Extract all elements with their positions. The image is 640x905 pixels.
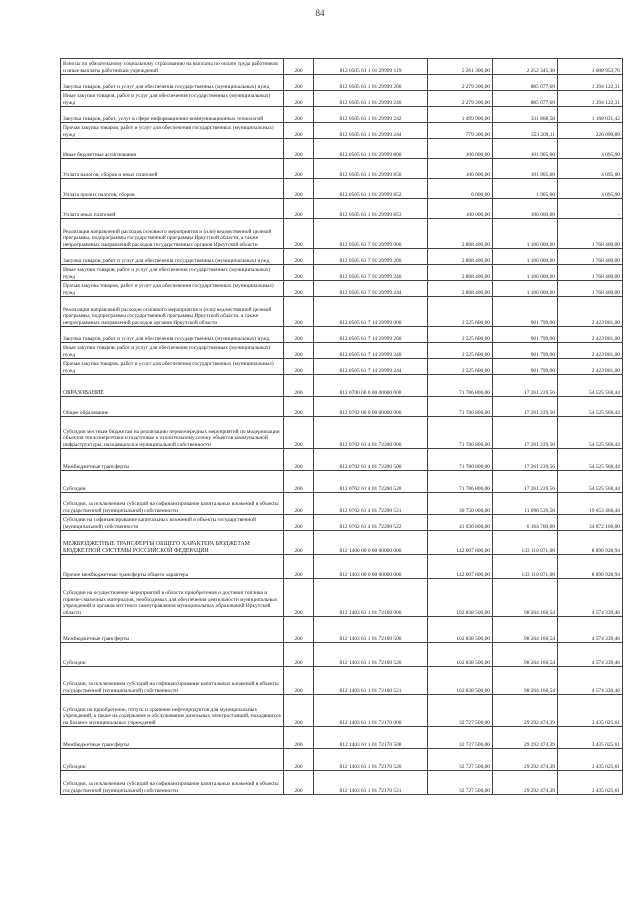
row-budget-code-cell: 812 0505 61 7 14 29999 244: [314, 359, 428, 375]
row-approved-cell: 2 868 400,00: [428, 249, 493, 265]
row-name-cell: Субсидии: [61, 471, 284, 493]
row-code-cell: 200: [284, 471, 314, 493]
row-executed-cell: 2 252 345,30: [493, 59, 558, 75]
row-budget-code-cell: 812 0702 61 4 01 72200 500: [314, 449, 428, 471]
table-row: [61, 643, 623, 667]
row-executed-cell: 133 110 871,06: [493, 531, 558, 555]
row-name-cell: МЕЖБЮДЖЕТНЫЕ ТРАНСФЕРТЫ ОБЩЕГО ХАРАКТЕРА БЮДЖЕТАМ БЮДЖЕТНОЙ СИСТЕМЫ РОССИЙСКОЙ ФЕДЕРАЦИИ: [61, 531, 284, 555]
row-budget-code-cell: 812 0505 61 7 01 29999 200: [314, 249, 428, 265]
row-executed-cell: 17 261 239,56: [493, 397, 558, 417]
table-row: [61, 579, 623, 617]
table-row: [61, 417, 623, 449]
row-approved-cell: 41 036 800,00: [428, 515, 493, 531]
row-code-cell: 200: [284, 531, 314, 555]
row-code-cell: 200: [284, 179, 314, 199]
row-code-cell: 200: [284, 515, 314, 531]
row-approved-cell: 106 000,00: [428, 159, 493, 179]
row-approved-cell: 32 727 500,00: [428, 727, 493, 749]
row-code-cell: 200: [284, 727, 314, 749]
row-budget-code-cell: 812 0702 61 4 01 72200 522: [314, 515, 428, 531]
row-budget-code-cell: 812 0505 61 7 14 29999 000: [314, 297, 428, 327]
row-executed-cell: 1 100 000,00: [493, 219, 558, 249]
row-executed-cell: 98 264 160,54: [493, 643, 558, 667]
row-code-cell: 200: [284, 59, 314, 75]
row-code-cell: 200: [284, 643, 314, 667]
row-unexecuted-cell: 3 435 025,61: [558, 727, 623, 749]
row-executed-cell: 901 799,00: [493, 359, 558, 375]
row-unexecuted-cell: 4 574 339,46: [558, 667, 623, 695]
row-approved-cell: 102 838 500,00: [428, 667, 493, 695]
row-budget-code-cell: 812 0505 61 1 01 29999 850: [314, 159, 428, 179]
row-approved-cell: 32 727 500,00: [428, 771, 493, 795]
row-code-cell: 200: [284, 579, 314, 617]
row-executed-cell: 17 261 239,56: [493, 375, 558, 397]
row-budget-code-cell: 812 0700 00 0 00 00000 000: [314, 375, 428, 397]
row-code-cell: 200: [284, 359, 314, 375]
row-code-cell: 200: [284, 327, 314, 343]
row-approved-cell: 71 786 800,00: [428, 375, 493, 397]
table-row: [61, 695, 623, 727]
row-approved-cell: 71 786 800,00: [428, 397, 493, 417]
row-name-cell: Прочие межбюджетные трансферты общего характера: [61, 555, 284, 579]
row-executed-cell: 11 096 539,56: [493, 493, 558, 515]
row-unexecuted-cell: 1 168 031,42: [558, 107, 623, 123]
row-unexecuted-cell: 8 896 928,94: [558, 531, 623, 555]
row-name-cell: Закупка товаров, работ и услуг для обеспечения государственных (муниципальных) нужд: [61, 75, 284, 91]
row-budget-code-cell: 812 0702 61 4 01 72200 521: [314, 493, 428, 515]
row-budget-code-cell: 812 1403 00 0 00 00000 000: [314, 555, 428, 579]
row-executed-cell: 1 100 000,00: [493, 281, 558, 297]
row-code-cell: 200: [284, 343, 314, 359]
table-row: [61, 179, 623, 199]
table-row: [61, 91, 623, 107]
row-approved-cell: 6 000,00: [428, 179, 493, 199]
row-executed-cell: 1 905,00: [493, 179, 558, 199]
row-unexecuted-cell: 3 435 025,61: [558, 749, 623, 771]
row-budget-code-cell: 812 0505 61 1 01 29999 242: [314, 107, 428, 123]
row-budget-code-cell: 812 1403 61 1 01 72170 000: [314, 695, 428, 727]
row-code-cell: 200: [284, 417, 314, 449]
row-code-cell: 200: [284, 695, 314, 727]
row-executed-cell: 29 292 474,39: [493, 771, 558, 795]
row-unexecuted-cell: 4 095,00: [558, 179, 623, 199]
row-executed-cell: 901 799,00: [493, 327, 558, 343]
row-name-cell: Прочая закупка товаров, работ и услуг для обеспечения государственных (муниципальных) нужд: [61, 123, 284, 139]
table-row: [61, 493, 623, 515]
row-executed-cell: 98 264 160,54: [493, 617, 558, 643]
row-executed-cell: 1 100 000,00: [493, 265, 558, 281]
row-name-cell: Межбюджетные трансферты: [61, 727, 284, 749]
row-name-cell: ОБРАЗОВАНИЕ: [61, 375, 284, 397]
row-budget-code-cell: 812 0702 61 4 01 72200 000: [314, 417, 428, 449]
row-unexecuted-cell: 1 768 400,00: [558, 249, 623, 265]
row-approved-cell: 2 279 200,00: [428, 75, 493, 91]
page-number: 84: [315, 8, 325, 18]
row-name-cell: Общее образование: [61, 397, 284, 417]
row-code-cell: 200: [284, 749, 314, 771]
row-code-cell: 200: [284, 107, 314, 123]
row-approved-cell: 2 868 400,00: [428, 219, 493, 249]
row-budget-code-cell: 812 0505 61 7 01 29999 000: [314, 219, 428, 249]
row-executed-cell: 100 000,00: [493, 199, 558, 219]
row-unexecuted-cell: 3 435 025,61: [558, 695, 623, 727]
row-unexecuted-cell: 1 394 122,31: [558, 75, 623, 91]
row-executed-cell: 133 110 871,06: [493, 555, 558, 579]
row-approved-cell: 779 300,00: [428, 123, 493, 139]
row-executed-cell: 331 868,58: [493, 107, 558, 123]
row-name-cell: Субсидии на осуществление мероприятий в области приобретения и доставки топлива и горюче-смазочных материалов, необходимых для обеспечения деятельности муниципальных учреждений и органов местного самоуправления муниципальных образований Иркутской области: [61, 579, 284, 617]
row-code-cell: 200: [284, 297, 314, 327]
table-row: [61, 771, 623, 795]
row-unexecuted-cell: 34 872 100,00: [558, 515, 623, 531]
row-code-cell: 200: [284, 397, 314, 417]
row-executed-cell: 885 077,69: [493, 91, 558, 107]
row-budget-code-cell: 812 0505 61 7 01 29999 244: [314, 281, 428, 297]
table-row: [61, 359, 623, 375]
row-budget-code-cell: 812 1403 61 1 01 72160 500: [314, 617, 428, 643]
row-executed-cell: 98 264 160,54: [493, 667, 558, 695]
row-name-cell: Иные закупки товаров, работ и услуг для обеспечения государственных (муниципальных) нужд: [61, 343, 284, 359]
row-budget-code-cell: 812 0505 61 1 01 29999 853: [314, 199, 428, 219]
budget-execution-table: [60, 58, 623, 795]
row-approved-cell: 71 786 800,00: [428, 449, 493, 471]
table-row: [61, 75, 623, 91]
row-name-cell: Иные закупки товаров, работ и услуг для обеспечения государственных (муниципальных) нужд: [61, 265, 284, 281]
row-code-cell: 200: [284, 91, 314, 107]
row-executed-cell: 901 799,00: [493, 297, 558, 327]
row-budget-code-cell: 812 0505 61 7 14 29999 240: [314, 343, 428, 359]
row-name-cell: Межбюджетные трансферты: [61, 617, 284, 643]
row-name-cell: Субсидии: [61, 749, 284, 771]
row-code-cell: 200: [284, 493, 314, 515]
row-approved-cell: 32 727 500,00: [428, 695, 493, 727]
row-approved-cell: 100 000,00: [428, 199, 493, 219]
row-name-cell: Межбюджетные трансферты: [61, 449, 284, 471]
row-code-cell: 200: [284, 771, 314, 795]
row-approved-cell: 2 279 200,00: [428, 91, 493, 107]
row-name-cell: Взносы по обязательному социальному страхованию на выплаты по оплате труда работников и иные выплаты работникам учреждений: [61, 59, 284, 75]
row-name-cell: Иные закупки товаров, работ и услуг для обеспечения государственных (муниципальных) нужд: [61, 91, 284, 107]
row-unexecuted-cell: 4 574 339,46: [558, 617, 623, 643]
row-approved-cell: 30 750 000,00: [428, 493, 493, 515]
row-name-cell: Закупка товаров, работ и услуг для обеспечения государственных (муниципальных) нужд: [61, 327, 284, 343]
row-executed-cell: 1 100 000,00: [493, 249, 558, 265]
row-name-cell: Субсидии, за исключением субсидий на софинансирование капитальных вложений в объекты государственной (муниципальной) собственности: [61, 771, 284, 795]
row-code-cell: 200: [284, 139, 314, 159]
table-row: [61, 515, 623, 531]
row-name-cell: Субсидии на приобретение, отпуск и хранение нефтепродуктов для муниципальных учреждений, а также на содержание и обслуживание дизельных электростанций, находящихся на балансе муниципальных учреждений: [61, 695, 284, 727]
row-code-cell: 200: [284, 123, 314, 139]
row-budget-code-cell: 812 0702 00 0 00 00000 000: [314, 397, 428, 417]
table-row: [61, 265, 623, 281]
row-code-cell: 200: [284, 249, 314, 265]
row-budget-code-cell: 812 0505 61 1 01 29999 119: [314, 59, 428, 75]
row-unexecuted-cell: 1 768 400,00: [558, 219, 623, 249]
row-name-cell: Субсидии: [61, 643, 284, 667]
table-row: [61, 249, 623, 265]
table-row: [61, 727, 623, 749]
row-unexecuted-cell: 2 423 801,00: [558, 343, 623, 359]
row-approved-cell: 71 786 800,00: [428, 417, 493, 449]
row-executed-cell: 885 077,69: [493, 75, 558, 91]
row-unexecuted-cell: 2 423 801,00: [558, 359, 623, 375]
row-name-cell: Закупка товаров, работ и услуг для обеспечения государственных (муниципальных) нужд: [61, 249, 284, 265]
table-row: [61, 327, 623, 343]
table-row: [61, 159, 623, 179]
row-approved-cell: 106 000,00: [428, 139, 493, 159]
row-executed-cell: 101 905,00: [493, 139, 558, 159]
row-unexecuted-cell: 226 090,89: [558, 123, 623, 139]
row-budget-code-cell: 812 1403 61 1 01 72160 520: [314, 643, 428, 667]
row-approved-cell: 102 838 500,00: [428, 617, 493, 643]
row-unexecuted-cell: 54 525 560,44: [558, 397, 623, 417]
row-code-cell: 200: [284, 75, 314, 91]
row-code-cell: 200: [284, 281, 314, 297]
row-name-cell: Субсидии на софинансирование капитальных вложений в объекты государственной (муниципальной) собственности: [61, 515, 284, 531]
row-budget-code-cell: 812 1400 00 0 00 00000 000: [314, 531, 428, 555]
row-approved-cell: 3 325 600,00: [428, 327, 493, 343]
row-approved-cell: 142 007 800,00: [428, 555, 493, 579]
table-row: [61, 281, 623, 297]
row-name-cell: Иные бюджетные ассигнования: [61, 139, 284, 159]
row-name-cell: Прочая закупка товаров, работ и услуг для обеспечения государственных (муниципальных) нужд: [61, 281, 284, 297]
row-name-cell: Прочая закупка товаров, работ и услуг для обеспечения государственных (муниципальных) нужд: [61, 359, 284, 375]
table-row: [61, 471, 623, 493]
row-unexecuted-cell: 4 095,00: [558, 159, 623, 179]
table-row: [61, 297, 623, 327]
row-name-cell: Уплата налогов, сборов и иных платежей: [61, 159, 284, 179]
row-name-cell: Субсидии, за исключением субсидий на софинансирование капитальных вложений в объекты государственной (муниципальной) собственности: [61, 493, 284, 515]
row-executed-cell: 6 164 700,00: [493, 515, 558, 531]
row-budget-code-cell: 812 1403 61 1 01 72160 000: [314, 579, 428, 617]
table-row: [61, 59, 623, 75]
row-unexecuted-cell: 1 008 953,70: [558, 59, 623, 75]
row-executed-cell: 29 292 474,39: [493, 727, 558, 749]
row-budget-code-cell: 812 0702 61 4 01 72200 520: [314, 471, 428, 493]
row-budget-code-cell: 812 1403 61 1 01 72160 521: [314, 667, 428, 695]
row-executed-cell: 17 261 239,56: [493, 417, 558, 449]
row-code-cell: 200: [284, 449, 314, 471]
row-executed-cell: 17 261 239,56: [493, 471, 558, 493]
row-unexecuted-cell: 1 768 400,00: [558, 281, 623, 297]
row-unexecuted-cell: 2 423 801,00: [558, 297, 623, 327]
table-body: [61, 59, 623, 795]
row-unexecuted-cell: 54 525 560,44: [558, 417, 623, 449]
table-row: [61, 449, 623, 471]
row-code-cell: 200: [284, 375, 314, 397]
table-row: [61, 199, 623, 219]
row-executed-cell: 98 264 160,54: [493, 579, 558, 617]
row-code-cell: 200: [284, 219, 314, 249]
row-budget-code-cell: 812 1403 61 1 01 72170 520: [314, 749, 428, 771]
table-row: [61, 749, 623, 771]
row-name-cell: Реализация направлений расходов основного мероприятия и (или) ведомственной целевой программы, подпрограммы государственной программы Иркутской области, а также непрограммных направлений расходов государственных органов Иркутской области: [61, 219, 284, 249]
row-budget-code-cell: 812 0505 61 1 01 29999 852: [314, 179, 428, 199]
row-code-cell: 200: [284, 555, 314, 579]
row-name-cell: Уплата иных платежей: [61, 199, 284, 219]
table-row: [61, 375, 623, 397]
row-unexecuted-cell: 1 768 400,00: [558, 265, 623, 281]
table-row: [61, 667, 623, 695]
row-unexecuted-cell: 4 574 339,46: [558, 579, 623, 617]
table-row: [61, 107, 623, 123]
row-approved-cell: 3 325 600,00: [428, 297, 493, 327]
row-executed-cell: 901 799,00: [493, 343, 558, 359]
row-name-cell: Субсидии местным бюджетам на реализацию первоочередных мероприятий по модернизации объектов теплоэнергетики и подготовке к отопительному сезону объектов коммунальной инфраструктуры, находящихся в муниципальной собственности: [61, 417, 284, 449]
table-row: [61, 219, 623, 249]
row-name-cell: Реализация направлений расходов основного мероприятия и (или) ведомственной целевой программы, подпрограммы государственной программы Иркутской области, а также непрограммных направлений расходов органов Иркутской области: [61, 297, 284, 327]
row-code-cell: 200: [284, 199, 314, 219]
row-unexecuted-cell: 54 525 560,44: [558, 449, 623, 471]
row-unexecuted-cell: 54 525 560,44: [558, 471, 623, 493]
row-approved-cell: 142 007 800,00: [428, 531, 493, 555]
row-approved-cell: 102 838 500,00: [428, 643, 493, 667]
row-name-cell: Уплата прочих налогов, сборов: [61, 179, 284, 199]
row-name-cell: Субсидии, за исключением субсидий на софинансирование капитальных вложений в объекты государственной (муниципальной) собственности: [61, 667, 284, 695]
table-row: [61, 139, 623, 159]
row-code-cell: 200: [284, 265, 314, 281]
row-budget-code-cell: 812 0505 61 1 01 29999 244: [314, 123, 428, 139]
row-budget-code-cell: 812 0505 61 1 01 29999 200: [314, 75, 428, 91]
row-executed-cell: 553 209,11: [493, 123, 558, 139]
row-approved-cell: 1 499 900,00: [428, 107, 493, 123]
row-approved-cell: 71 786 800,00: [428, 471, 493, 493]
row-unexecuted-cell: 8 896 928,94: [558, 555, 623, 579]
row-code-cell: 200: [284, 159, 314, 179]
row-budget-code-cell: 812 1403 61 1 01 72170 521: [314, 771, 428, 795]
row-code-cell: 200: [284, 617, 314, 643]
table-row: [61, 531, 623, 555]
row-unexecuted-cell: 1 394 122,31: [558, 91, 623, 107]
row-budget-code-cell: 812 1403 61 1 01 72170 500: [314, 727, 428, 749]
row-approved-cell: 2 868 400,00: [428, 281, 493, 297]
row-code-cell: 200: [284, 667, 314, 695]
table-row: [61, 555, 623, 579]
row-unexecuted-cell: 2 423 801,00: [558, 327, 623, 343]
row-approved-cell: 32 727 500,00: [428, 749, 493, 771]
table-row: [61, 123, 623, 139]
row-unexecuted-cell: 19 653 460,44: [558, 493, 623, 515]
row-executed-cell: 29 292 474,39: [493, 695, 558, 727]
row-unexecuted-cell: 3 435 025,61: [558, 771, 623, 795]
row-name-cell: Закупка товаров, работ, услуг в сфере информационно-коммуникационных технологий: [61, 107, 284, 123]
table-row: [61, 397, 623, 417]
row-unexecuted-cell: 4 574 339,46: [558, 643, 623, 667]
row-executed-cell: 101 905,00: [493, 159, 558, 179]
table-row: [61, 343, 623, 359]
row-executed-cell: 29 292 474,39: [493, 749, 558, 771]
row-executed-cell: 17 261 239,56: [493, 449, 558, 471]
row-budget-code-cell: 812 0505 61 7 14 29999 200: [314, 327, 428, 343]
table-row: [61, 617, 623, 643]
row-budget-code-cell: 812 0505 61 1 01 29999 800: [314, 139, 428, 159]
row-budget-code-cell: 812 0505 61 7 01 29999 240: [314, 265, 428, 281]
row-unexecuted-cell: 54 525 560,44: [558, 375, 623, 397]
row-approved-cell: 2 868 400,00: [428, 265, 493, 281]
row-approved-cell: 3 325 600,00: [428, 343, 493, 359]
row-approved-cell: 5 261 300,00: [428, 59, 493, 75]
row-approved-cell: 3 325 600,00: [428, 359, 493, 375]
row-unexecuted-cell: 4 095,00: [558, 139, 623, 159]
row-budget-code-cell: 812 0505 61 1 01 29999 240: [314, 91, 428, 107]
row-unexecuted-cell: -: [558, 199, 623, 219]
row-approved-cell: 102 838 500,00: [428, 579, 493, 617]
